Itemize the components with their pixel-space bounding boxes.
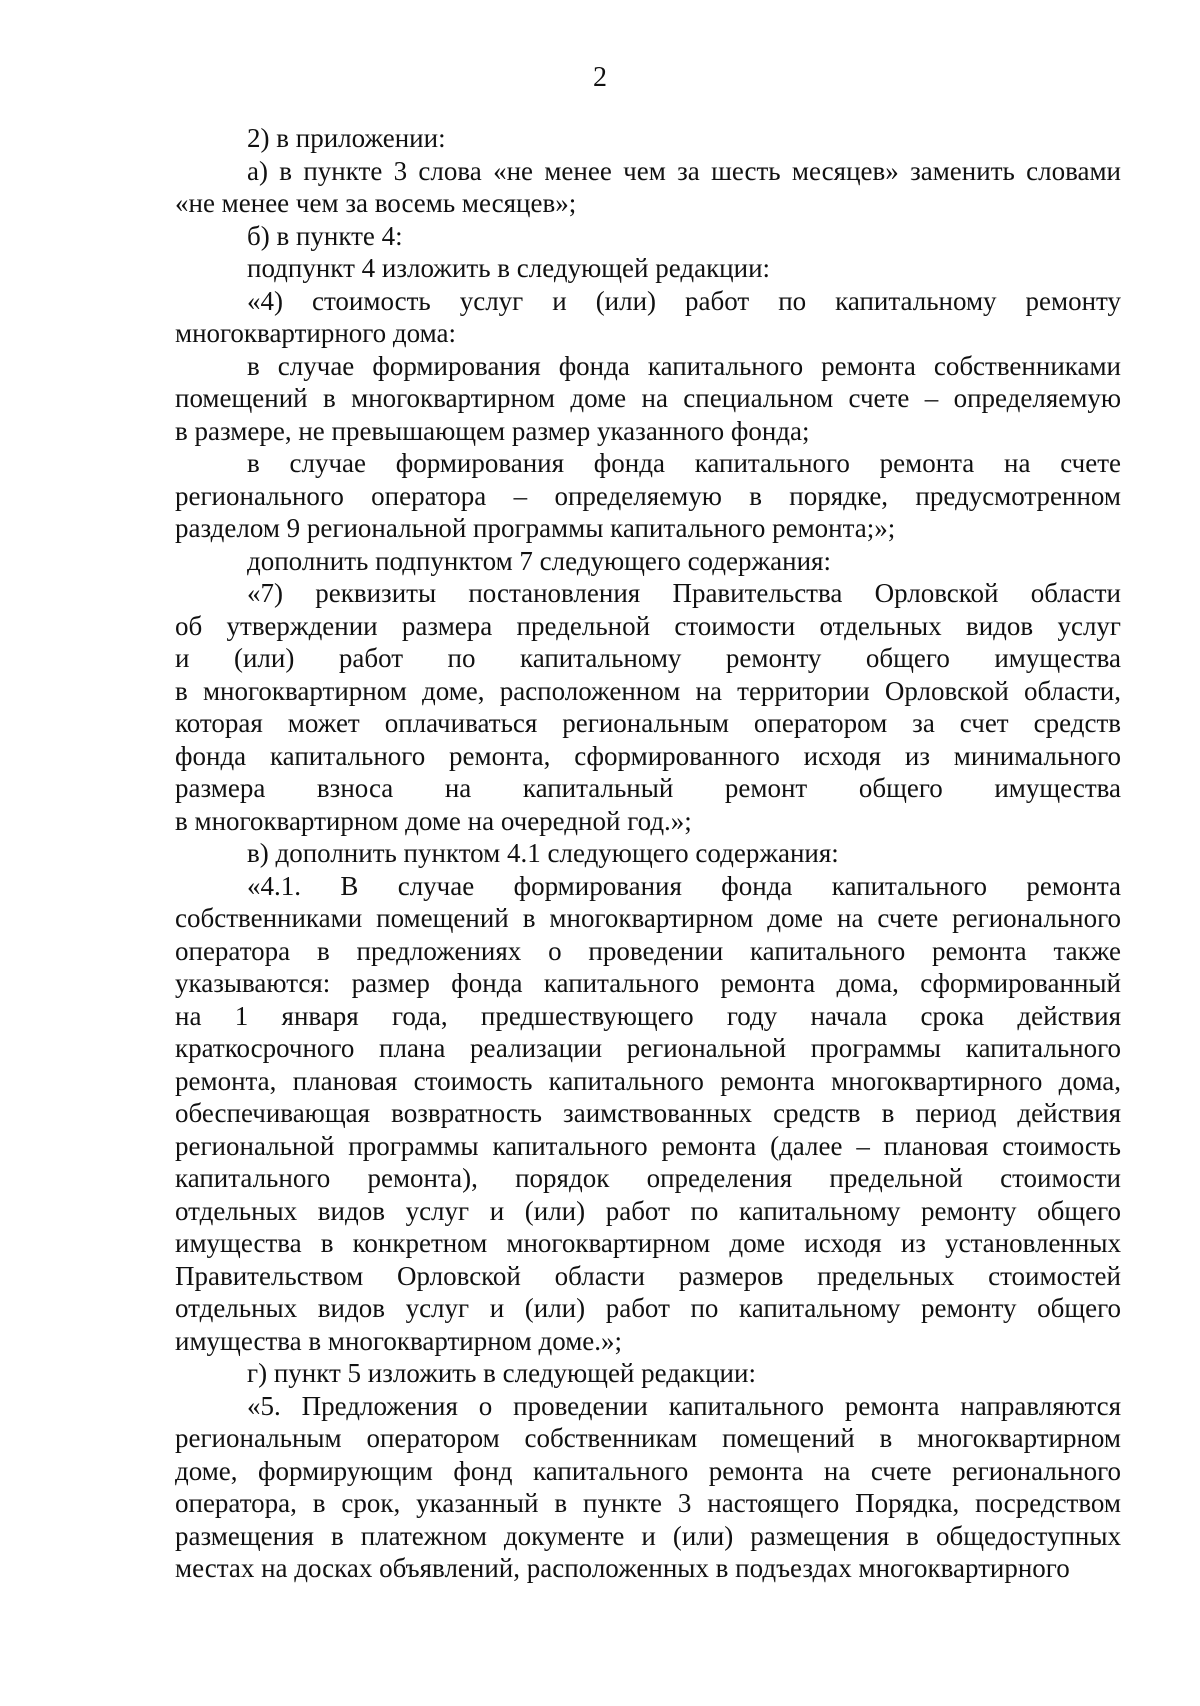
paragraph bbox=[175, 577, 1121, 837]
paragraph bbox=[175, 252, 1121, 285]
paragraph-line: отдельных видов услуг и (или) работ по капитальному ремонту общего bbox=[175, 1293, 1121, 1323]
paragraph bbox=[175, 350, 1121, 448]
paragraph bbox=[175, 285, 1121, 350]
paragraph-line: фонда капитального ремонта, сформированного исходя из минимального bbox=[175, 740, 1121, 771]
paragraph-line: «4) стоимость услуг и (или) работ по капитальному ремонту bbox=[247, 285, 1121, 316]
paragraph bbox=[175, 1390, 1121, 1585]
paragraph-line: об утверждении размера предельной стоимости отдельных видов услуг bbox=[175, 610, 1121, 641]
paragraph-line: оператора, в срок, указанный в пункте 3 настоящего Порядка, посредством bbox=[175, 1488, 1121, 1518]
paragraph-line: «7) реквизиты постановления Правительства Орловской области bbox=[247, 578, 1121, 608]
paragraph-line: помещений в многоквартирном доме на специальном счете – определяемую bbox=[175, 383, 1121, 413]
paragraph-line: в случае формирования фонда капитального ремонта собственниками bbox=[247, 350, 1121, 381]
paragraph-line: обеспечивающая возвратность заимствованных средств в период действия bbox=[175, 1098, 1121, 1128]
paragraph-line: в) дополнить пунктом 4.1 следующего содержания: bbox=[247, 838, 839, 868]
paragraph-line: многоквартирного дома: bbox=[175, 318, 457, 348]
paragraph-line: оператора в предложениях о проведении капитального ремонта также bbox=[175, 935, 1121, 966]
paragraph-line: в размере, не превышающем размер указанного фонда; bbox=[175, 415, 810, 446]
paragraph-line: на 1 января года, предшествующего году начала срока действия bbox=[175, 1000, 1121, 1031]
paragraph-line: в многоквартирном доме, расположенном на территории Орловской области, bbox=[175, 675, 1121, 706]
paragraph-line: подпункт 4 изложить в следующей редакции: bbox=[247, 253, 771, 283]
paragraph bbox=[175, 447, 1121, 545]
paragraph-line: г) пункт 5 изложить в следующей редакции: bbox=[247, 1358, 756, 1388]
paragraph-line: региональным оператором собственникам помещений в многоквартирном bbox=[175, 1423, 1121, 1453]
paragraph-line: собственниками помещений в многоквартирном доме на счете регионального bbox=[175, 903, 1121, 933]
paragraph-line: «5. Предложения о проведении капитального ремонта направляются bbox=[247, 1390, 1121, 1421]
paragraph-line: которая может оплачиваться региональным оператором за счет средств bbox=[175, 708, 1121, 738]
paragraph bbox=[175, 122, 1121, 155]
paragraph-line: доме, формирующим фонд капитального ремонта на счете регионального bbox=[175, 1455, 1121, 1486]
paragraph-line: указываются: размер фонда капитального ремонта дома, сформированный bbox=[175, 968, 1121, 998]
paragraph bbox=[175, 220, 1121, 253]
paragraph bbox=[175, 837, 1121, 870]
paragraph-line: размера взноса на капитальный ремонт общего имущества bbox=[175, 773, 1121, 803]
paragraph-line: имущества в конкретном многоквартирном доме исходя из установленных bbox=[175, 1228, 1121, 1258]
paragraph-line: разделом 9 региональной программы капитального ремонта;»; bbox=[175, 513, 896, 543]
paragraph-line: а) в пункте 3 слова «не менее чем за шесть месяцев» заменить словами bbox=[247, 155, 1121, 186]
paragraph-line: 2) в приложении: bbox=[247, 123, 446, 153]
paragraph-line: в случае формирования фонда капитального ремонта на счете bbox=[247, 448, 1121, 478]
paragraph-line: в многоквартирном доме на очередной год.»; bbox=[175, 805, 692, 836]
paragraph-line: местах на досках объявлений, расположенных в подъездах многоквартирного bbox=[175, 1553, 1070, 1583]
paragraph-line: имущества в многоквартирном доме.»; bbox=[175, 1325, 623, 1356]
paragraph bbox=[175, 155, 1121, 220]
paragraph-line: краткосрочного плана реализации региональной программы капитального bbox=[175, 1033, 1121, 1063]
paragraph-line: «не менее чем за восемь месяцев»; bbox=[175, 188, 577, 218]
paragraph bbox=[175, 870, 1121, 1358]
paragraph bbox=[175, 1357, 1121, 1390]
paragraph-line: капитального ремонта), порядок определения предельной стоимости bbox=[175, 1163, 1121, 1193]
paragraph-line: Правительством Орловской области размеров предельных стоимостей bbox=[175, 1260, 1121, 1291]
paragraph bbox=[175, 545, 1121, 578]
document-body bbox=[175, 122, 1121, 1585]
paragraph-line: и (или) работ по капитальному ремонту общего имущества bbox=[175, 643, 1121, 673]
paragraph-line: «4.1. В случае формирования фонда капитального ремонта bbox=[247, 870, 1121, 901]
paragraph-line: ремонта, плановая стоимость капитального ремонта многоквартирного дома, bbox=[175, 1065, 1121, 1096]
paragraph-line: отдельных видов услуг и (или) работ по капитальному ремонту общего bbox=[175, 1195, 1121, 1226]
paragraph-line: размещения в платежном документе и (или) размещения в общедоступных bbox=[175, 1520, 1121, 1551]
paragraph-line: дополнить подпунктом 7 следующего содержания: bbox=[247, 545, 831, 576]
paragraph-line: региональной программы капитального ремонта (далее – плановая стоимость bbox=[175, 1130, 1121, 1161]
paragraph-line: б) в пункте 4: bbox=[247, 220, 403, 251]
paragraph-line: регионального оператора – определяемую в порядке, предусмотренном bbox=[175, 480, 1121, 511]
page-number: 2 bbox=[593, 62, 607, 93]
